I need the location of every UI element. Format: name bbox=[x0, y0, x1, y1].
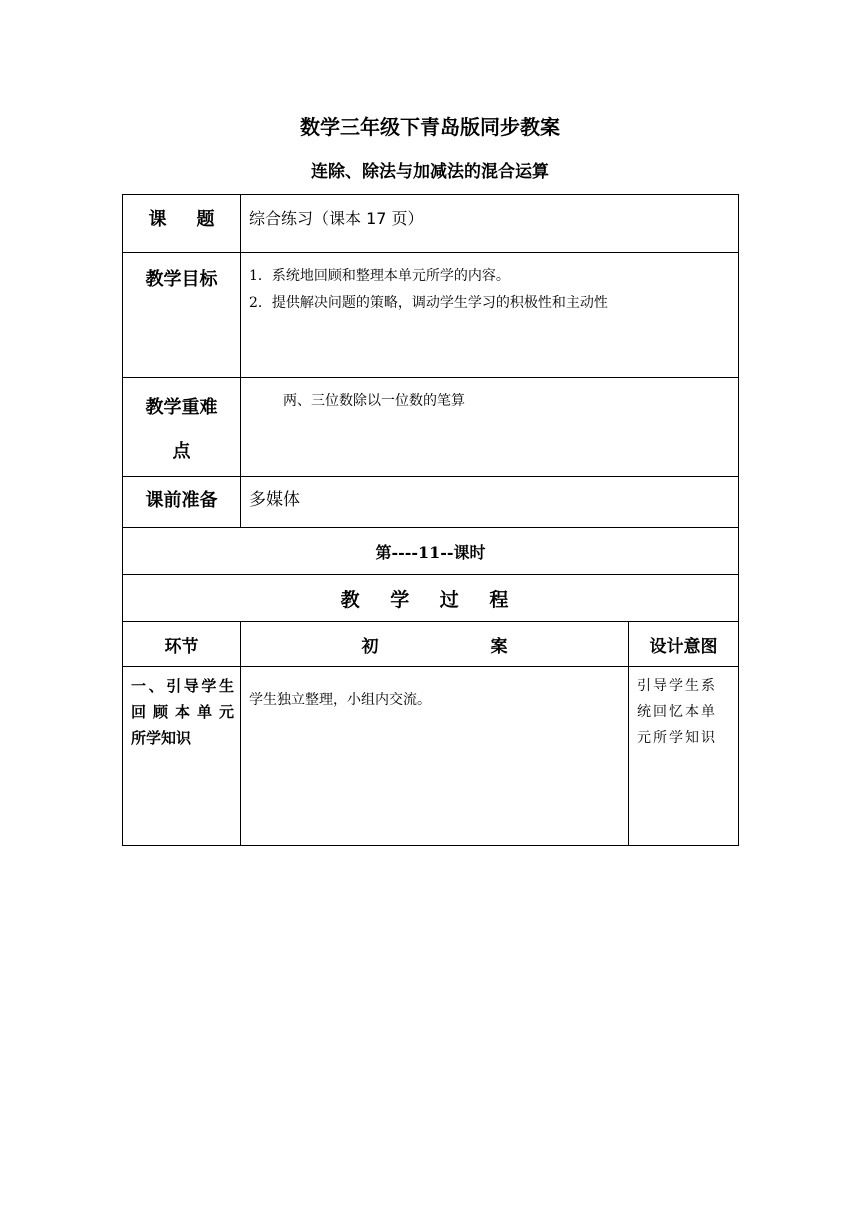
column-header-draft-a: 初 bbox=[361, 636, 379, 657]
column-header-draft bbox=[241, 622, 629, 667]
document-subtitle: 连除、除法与加减法的混合运算 bbox=[311, 162, 549, 182]
goals-label: 教学目标 bbox=[123, 253, 241, 378]
draft-cell: 学生独立整理，小组内交流。 bbox=[241, 667, 629, 846]
topic-label-a: 课 bbox=[148, 209, 167, 230]
key-points-label-line2: 点 bbox=[172, 441, 191, 462]
column-header-stage: 环节 bbox=[123, 622, 241, 667]
preparation-label: 课前准备 bbox=[123, 477, 241, 528]
topic-label-b: 题 bbox=[196, 209, 215, 230]
goal-item: 2．提供解决问题的策略，调动学生学习的积极性和主动性 bbox=[249, 295, 608, 311]
document-title: 数学三年级下青岛版同步教案 bbox=[300, 115, 560, 139]
topic-row bbox=[123, 195, 739, 253]
key-points-label bbox=[123, 378, 241, 477]
lesson-plan-table bbox=[122, 194, 739, 846]
goal-item: 1．系统地回顾和整理本单元所学的内容。 bbox=[249, 268, 510, 284]
process-row bbox=[123, 575, 739, 622]
column-header-draft-b: 案 bbox=[490, 636, 508, 657]
stage-line: 所学知识 bbox=[131, 729, 192, 747]
period-label: 第----11--课时 bbox=[123, 528, 739, 575]
preparation-row bbox=[123, 477, 739, 528]
goals-row bbox=[123, 253, 739, 378]
key-points-row bbox=[123, 378, 739, 477]
stage-line: 一、引导学生 bbox=[131, 677, 234, 695]
key-points-value: 两、三位数除以一位数的笔算 bbox=[241, 378, 739, 477]
key-points-label-line1: 教学重难 bbox=[145, 397, 218, 418]
stage-cell bbox=[123, 667, 241, 846]
goals-value bbox=[241, 253, 739, 378]
process-title: 教 学 过 程 bbox=[123, 575, 739, 622]
table-row bbox=[123, 667, 739, 846]
column-header-intent: 设计意图 bbox=[629, 622, 739, 667]
period-row bbox=[123, 528, 739, 575]
topic-value: 综合练习（课本 17 页） bbox=[241, 195, 739, 253]
preparation-value: 多媒体 bbox=[241, 477, 739, 528]
column-header-row bbox=[123, 622, 739, 667]
stage-line: 回顾本单元 bbox=[131, 703, 234, 721]
intent-cell: 引导学生系统回忆本单元所学知识 bbox=[629, 667, 739, 846]
topic-label bbox=[123, 195, 241, 253]
